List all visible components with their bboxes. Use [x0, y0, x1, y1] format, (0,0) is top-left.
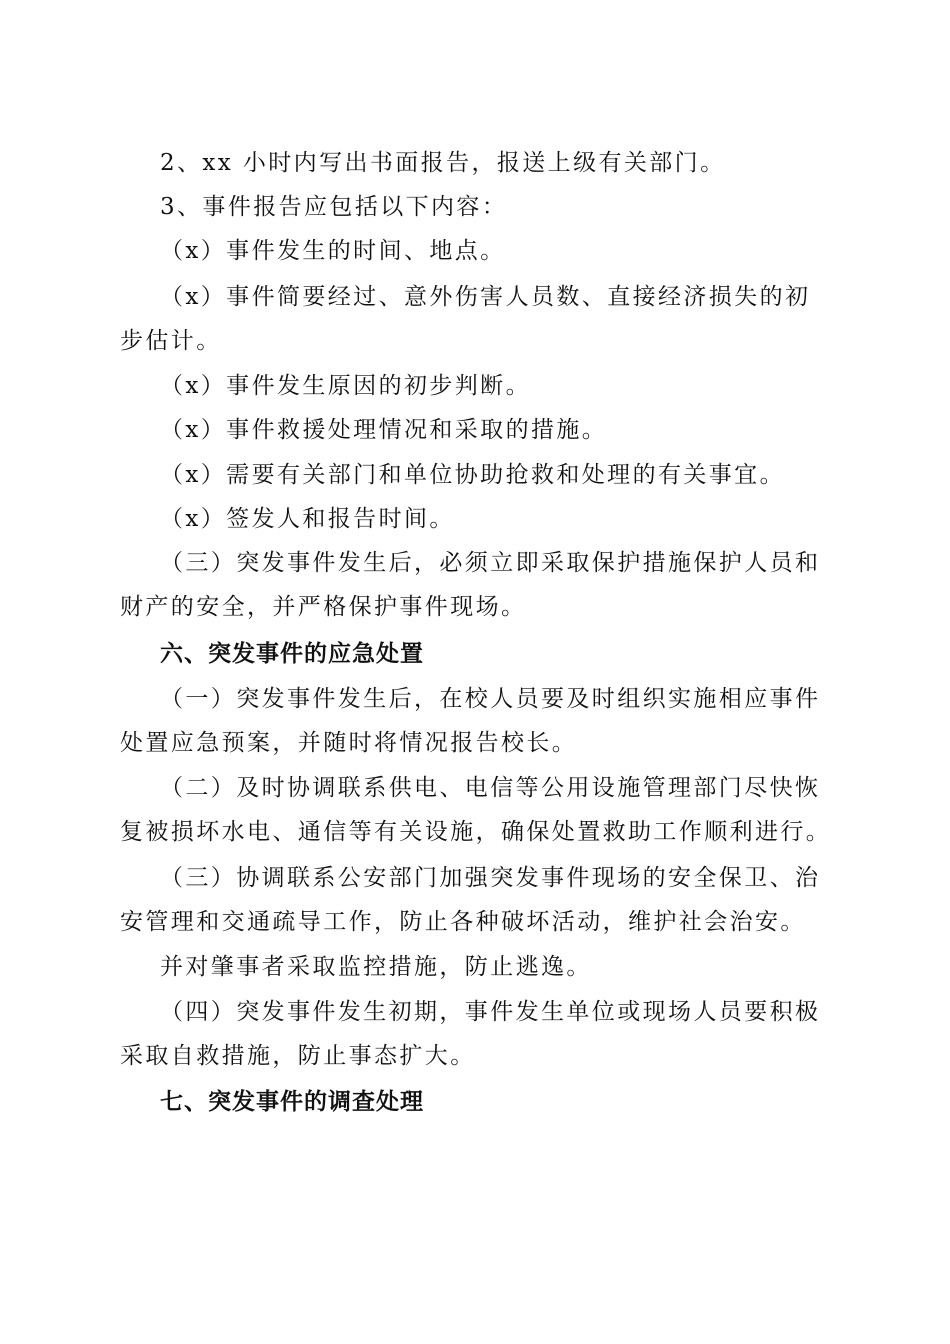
text-line: 处置应急预案，并随时将情况报告校长。 — [120, 730, 578, 756]
paragraph-report-deadline — [120, 141, 832, 185]
text-line: （四）突发事件发生初期，事件发生单位或现场人员要积极 — [160, 999, 821, 1025]
heading-text: 七、突发事件的调查处理 — [160, 1089, 424, 1115]
paragraph-item-time-place — [120, 229, 832, 273]
text-line: （x）需要有关部门和单位协助抢救和处理的有关事宜。 — [160, 462, 785, 488]
paragraph-item-signer — [120, 497, 832, 541]
paragraph-item-summary — [120, 275, 832, 363]
text-line: （x）事件简要经过、意外伤害人员数、直接经济损失的初 — [160, 284, 811, 310]
heading-text: 六、突发事件的应急处置 — [160, 641, 424, 667]
section-heading-7 — [120, 1080, 832, 1124]
paragraph-report-contents-intro — [120, 185, 832, 229]
text-line: （x）事件发生的时间、地点。 — [160, 238, 506, 264]
section-heading-6 — [120, 632, 832, 676]
text-line: 并对肇事者采取监控措施，防止逃逸。 — [160, 954, 592, 980]
text-line: （二）及时协调联系供电、电信等公用设施管理部门尽快恢 — [160, 775, 821, 801]
text-line: 安管理和交通疏导工作，防止各种破坏活动，维护社会治安。 — [120, 909, 806, 935]
paragraph-item-cause — [120, 364, 832, 408]
text-line: （x）事件发生原因的初步判断。 — [160, 373, 531, 399]
text-line: 3、事件报告应包括以下内容： — [160, 194, 508, 220]
text-line: 2、xx 小时内写出书面报告，报送上级有关部门。 — [160, 150, 726, 176]
text-line: 步估计。 — [120, 328, 222, 354]
paragraph-response-3-cont — [120, 945, 832, 989]
paragraph-response-3 — [120, 856, 832, 944]
text-line: （x）签发人和报告时间。 — [160, 506, 455, 532]
paragraph-response-2 — [120, 766, 832, 854]
paragraph-protect-measures — [120, 541, 832, 629]
text-line: 财产的安全，并严格保护事件现场。 — [120, 594, 527, 620]
paragraph-item-rescue — [120, 408, 832, 452]
text-line: 复被损坏水电、通信等有关设施，确保处置救助工作顺利进行。 — [120, 819, 832, 845]
paragraph-item-assistance — [120, 453, 832, 497]
paragraph-response-4 — [120, 990, 832, 1078]
text-line: （x）事件救援处理情况和采取的措施。 — [160, 417, 608, 443]
paragraph-response-1 — [120, 677, 832, 765]
text-line: （三）协调联系公安部门加强突发事件现场的安全保卫、治 — [160, 865, 821, 891]
text-line: （一）突发事件发生后，在校人员要及时组织实施相应事件 — [160, 686, 821, 712]
text-line: 采取自救措施，防止事态扩大。 — [120, 1043, 476, 1069]
text-line: （三）突发事件发生后，必须立即采取保护措施保护人员和 — [160, 550, 821, 576]
